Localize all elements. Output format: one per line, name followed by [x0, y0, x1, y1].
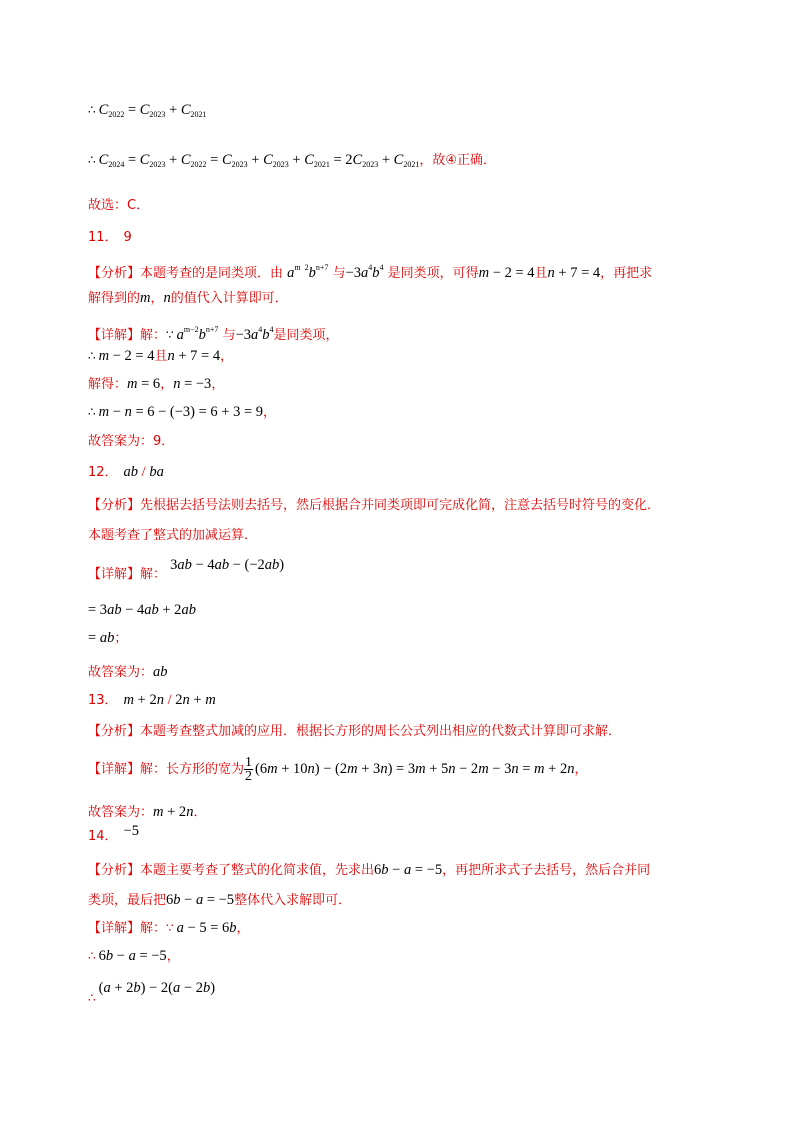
- text: 是同类项，可得: [387, 266, 479, 281]
- text: 故答案为：: [88, 805, 154, 820]
- detail-11-step2: 解得：m = 6，n = −3，: [88, 376, 225, 392]
- text: ；: [114, 631, 128, 646]
- detail-tag: 【详解】: [88, 762, 141, 777]
- text: ，: [220, 349, 234, 364]
- analysis-12-cont: 本题考查了整式的加减运算．: [88, 528, 258, 543]
- analysis-11-cont: 解得到的m，n的值代入计算即可．: [88, 290, 288, 306]
- text: 先根据去括号法则去括号，然后根据合并同类项即可完成化简，注意去括号时符号的变化．: [140, 498, 661, 513]
- detail-tag: 【详解】: [88, 567, 141, 582]
- analysis-tag: 【分析】: [88, 863, 141, 878]
- analysis-11: 【分析】本题考查的是同类项．由 $a^{m 2}b^{n+7}$ 与$-3a^4b^4$ 是同类项，可得m − 2 = 4且n + 7 = 4，再把求: [88, 263, 653, 281]
- text: ，: [211, 377, 225, 392]
- detail-12-step1: = 3ab − 4ab + 2ab: [88, 602, 196, 618]
- answer-13: 故答案为：m + 2n．: [88, 804, 207, 820]
- text: ，: [150, 291, 164, 306]
- text: 且: [154, 349, 168, 364]
- text: 的值代入计算即可．: [170, 291, 288, 306]
- answer-11: 故答案为：9．: [88, 434, 175, 449]
- question-number: 11．: [88, 230, 118, 245]
- analysis-14: 【分析】本题主要考查了整式的化简求值，先求出6b − a = −5，再把所求式子去括号，然后合并同: [88, 862, 651, 878]
- text: ，: [574, 762, 588, 777]
- text: ，再把所求式子去括号，然后合并同: [442, 863, 651, 878]
- answer-12: 故答案为：ab: [88, 664, 168, 680]
- analysis-14-cont: 类项，最后把6b − a = −5整体代入求解即可．: [88, 892, 352, 908]
- text: 解得到的: [88, 291, 141, 306]
- analysis-12: [88, 496, 660, 516]
- text: 本题考查整式加减的应用．根据长方形的周长公式列出相应的代数式计算即可求解．: [140, 724, 622, 739]
- detail-12-step2: = ab；: [88, 630, 128, 646]
- text: 与: [222, 328, 236, 343]
- detail-12: 【详解】解： 3ab − 4ab − (−2ab): [88, 557, 285, 582]
- detail-14-step1: ∴ 6b − a = −5，: [88, 948, 180, 964]
- text: 故答案为：: [88, 665, 154, 680]
- detail-tag: 【详解】: [88, 921, 141, 936]
- text: 类项，最后把: [88, 893, 167, 908]
- conclusion-text: ，故④正确．: [419, 153, 496, 168]
- text: ，: [166, 949, 180, 964]
- text: 本题考查的是同类项．由: [140, 266, 284, 281]
- text: 本题主要考查了整式的化简求值，先求出: [140, 863, 375, 878]
- detail-13: 【详解】解：长方形的宽为 $\frac{1}{2}$ (6m + 10n) − (2m + 3n) = 3m + 5n − 2m − 3n = m + 2n，: [88, 755, 588, 784]
- text: ，: [236, 921, 250, 936]
- detail-11-step3: ∴ m − n = 6 − (−3) = 6 + 3 = 9，: [88, 404, 277, 420]
- text: 整体代入求解即可．: [234, 893, 352, 908]
- analysis-tag: 【分析】: [88, 266, 141, 281]
- detail-14: 【详解】解：∵ a − 5 = 6b，: [88, 920, 250, 936]
- text: 且: [534, 266, 548, 281]
- text: ．: [193, 805, 207, 820]
- text: 与: [332, 266, 346, 281]
- text: 是同类项，: [273, 328, 339, 343]
- question-number: 13．: [88, 693, 118, 708]
- analysis-tag: 【分析】: [88, 724, 141, 739]
- detail-11-step1: ∴ m − 2 = 4且n + 7 = 4，: [88, 348, 234, 364]
- text: ，再把求: [600, 266, 653, 281]
- text: 解得：: [88, 377, 128, 392]
- fraction-half: $\frac{1}{2}$: [245, 755, 253, 784]
- question-11-header: [88, 228, 132, 248]
- detail-14-step2: ∴(a + 2b) − 2(a − 2b): [88, 980, 216, 1005]
- question-number: 14．: [88, 829, 118, 844]
- text: 解：: [140, 328, 167, 343]
- question-14-header: 14． −5: [88, 823, 139, 844]
- line-2: ∴ $C_{2024} = C_{2023} + C_{2022} = C_{2023} + C_{2023} + C_{2021} = 2C_{2023} + C_{2021}$，故④正确．: [88, 152, 496, 169]
- question-12-header: 12． ab / ba: [88, 464, 164, 480]
- question-answer: 9: [123, 230, 132, 245]
- line-1: ∴ $C_{2022} = C_{2023} + C_{2021}$: [88, 102, 207, 119]
- detail-11: 【详解】解：∵ $a^{m-2}b^{n+7}$ 与$-3a^4b^4$是同类项，: [88, 325, 339, 343]
- answer-choice: 故选：C．: [88, 198, 150, 213]
- question-13-header: 13． m + 2n / 2n + m: [88, 692, 216, 708]
- text: 解：: [140, 921, 167, 936]
- text: ，: [263, 405, 277, 420]
- text: 解：长方形的宽为: [140, 762, 245, 777]
- analysis-tag: 【分析】: [88, 498, 141, 513]
- text: ，: [160, 377, 174, 392]
- question-number: 12．: [88, 465, 118, 480]
- analysis-13: [88, 722, 621, 742]
- text: 解：: [140, 567, 167, 582]
- detail-tag: 【详解】: [88, 328, 141, 343]
